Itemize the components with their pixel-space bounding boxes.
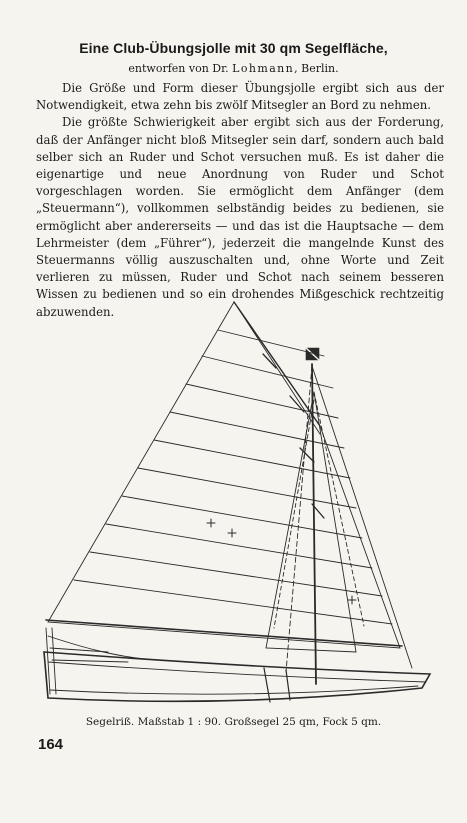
author-name: Lohmann	[232, 62, 295, 75]
page-number: 164	[38, 736, 64, 753]
article-subtitle	[0, 62, 467, 75]
paragraph: Die größte Schwierigkeit aber ergibt sich aus der Forderung, daß der Anfänger nicht bloß Mitsegler sein darf, sondern auch bald selber sich an Ruder und Schot versuchen muß. Es ist daher die eigenartige und neue Anordnung von Ruder und Schot vorgeschlagen worden. Sie ermöglicht dem Anfänger (dem „Steuermann“), vollkommen selbständig beides zu bedienen, sie ermöglicht aber andererseits — und das ist die Hauptsache — dem Lehrmeister (dem „Führer“), jederzeit die mangelnde Kunst des Steuermanns völlig auszuschalten und, ohne Worte und Zeit verlieren zu müssen, Ruder und Schot nach seinem besseren Wissen zu bedienen und so ein drohendes Mißgeschick rechtzeitig abzuwenden.	[36, 115, 444, 319]
sail-plan-drawing	[38, 296, 438, 716]
boom	[46, 620, 402, 646]
article-body	[36, 80, 444, 321]
figure-caption: Segelriß. Maßstab 1 : 90. Großsegel 25 qm, Fock 5 qm.	[85, 716, 382, 728]
paragraph: Die Größe und Form dieser Übungsjolle ergibt sich aus der Notwendigkeit, etwa zehn bis zwölf Mitsegler an Bord zu nehmen.	[36, 81, 444, 113]
forestay	[312, 366, 412, 668]
subtitle-suffix: , Berlin.	[294, 62, 339, 75]
sheet-rigging	[46, 628, 158, 694]
article-title: Eine Club-Übungsjolle mit 30 qm Segelfläche,	[79, 40, 388, 56]
subtitle-prefix: entworfen von Dr.	[128, 62, 229, 75]
hull	[44, 652, 430, 702]
